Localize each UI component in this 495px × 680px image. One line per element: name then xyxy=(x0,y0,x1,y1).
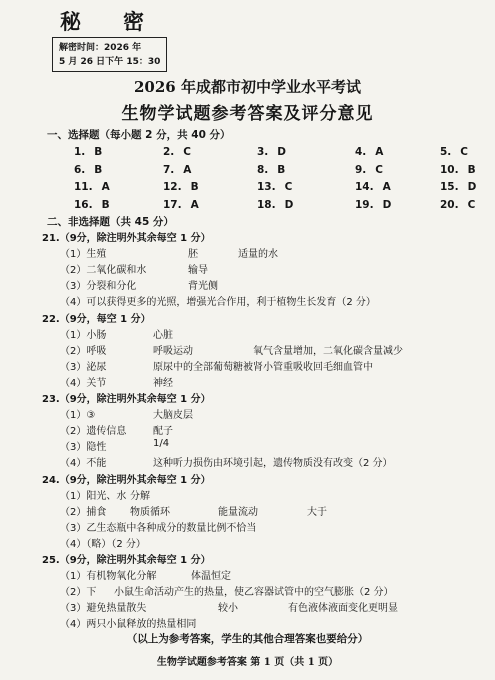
answer-text: 21.（9分，除注明外其余每空 1 分） xyxy=(42,233,211,244)
mc-answer xyxy=(257,146,286,158)
document-title: 生物学试题参考答案及评分意见 xyxy=(121,104,374,124)
mc-answer xyxy=(74,199,110,211)
answer-text: 这种听力损伤由环境引起，遗传物质没有改变（2 分） xyxy=(153,458,393,470)
mc-question-number: 2. xyxy=(163,146,175,158)
mc-question-number: 15. xyxy=(440,181,459,194)
answer-text: 大脑皮层 xyxy=(153,410,193,422)
answer-text: （4）（略）（2 分） xyxy=(60,538,146,550)
answer-text: 神经 xyxy=(153,377,173,389)
mc-answer-letter: D xyxy=(277,146,287,158)
mc-answer xyxy=(257,199,293,211)
answer-text: （4）关节 xyxy=(60,377,107,389)
answer-text: （2）捕食 xyxy=(60,506,107,518)
mc-answer xyxy=(163,199,199,211)
answer-line xyxy=(60,535,146,550)
mc-answer xyxy=(74,146,102,158)
mc-answer-letter: A xyxy=(382,181,391,194)
answer-text: 1/4 xyxy=(153,438,170,450)
mc-answer xyxy=(163,164,191,176)
answer-text: （3）分裂和分化 xyxy=(60,281,137,293)
mc-question-number: 11. xyxy=(74,181,93,194)
question-heading xyxy=(42,229,211,244)
mc-answer-letter: C xyxy=(375,163,384,176)
answer-text: 25.（9分，除注明外其余每空 1 分） xyxy=(42,555,211,566)
mc-answer-letter: C xyxy=(183,146,192,158)
mc-question-number: 6. xyxy=(74,163,86,176)
confidential-mark: 秘 密 xyxy=(60,10,146,34)
mc-answer-letter: A xyxy=(190,198,199,211)
answer-text: 有色液体液面变化更明显 xyxy=(288,603,398,615)
answer-text: 氧气含量增加，二氧化碳含量减少 xyxy=(253,345,403,357)
mc-answer xyxy=(163,146,191,158)
mc-answer-letter: C xyxy=(284,181,293,194)
mc-answer xyxy=(257,181,292,193)
multiple-choice-section-heading: 一、选择题（每小题 2 分，共 40 分） xyxy=(47,129,231,141)
mc-answer-letter: B xyxy=(94,163,103,176)
mc-answer xyxy=(355,146,383,158)
question-heading xyxy=(42,551,211,566)
mc-question-number: 9. xyxy=(355,163,367,176)
answer-text: 22.（9分，每空 1 分） xyxy=(42,313,151,325)
answer-line xyxy=(60,615,196,630)
answer-text: （3）泌尿 xyxy=(60,361,107,373)
mc-question-number: 14. xyxy=(355,181,374,194)
mc-answer-letter: D xyxy=(382,198,392,211)
answer-text: 胚 xyxy=(188,249,198,261)
answer-text: （2）呼吸 xyxy=(60,345,107,357)
answer-text: （2）二氧化碳和水 xyxy=(60,265,147,277)
answer-text: （4）两只小鼠释放的热量相同 xyxy=(60,619,197,631)
answer-text: 能量流动 xyxy=(218,506,258,518)
non-choice-section-heading: 二、非选择题（共 45 分） xyxy=(47,216,174,228)
page-footer: 生物学试题参考答案 第 1 页（共 1 页） xyxy=(156,657,339,668)
mc-question-number: 16. xyxy=(74,198,93,211)
answer-line xyxy=(60,293,376,308)
mc-question-number: 18. xyxy=(257,198,276,211)
mc-answer-letter: C xyxy=(460,146,469,158)
answer-text: 心脏 xyxy=(153,329,173,341)
mc-question-number: 1. xyxy=(74,146,86,158)
mc-answer-letter: A xyxy=(375,146,384,158)
mc-answer xyxy=(257,164,285,176)
answer-text: （1）阳光、水 xyxy=(60,490,127,502)
answer-text: 背光侧 xyxy=(188,281,218,293)
mc-question-number: 19. xyxy=(355,198,374,211)
answer-text: 小鼠生命活动产生的热量，使乙容器试管中的空气膨胀（2 分） xyxy=(114,587,394,599)
answer-text: （1）生殖 xyxy=(60,249,107,261)
question-heading xyxy=(42,390,211,405)
mc-answer-letter: B xyxy=(94,146,103,158)
mc-answer xyxy=(355,181,391,193)
stamp-line-2: 5 月 26 日下午 15：30 xyxy=(59,57,161,67)
answer-text: 较小 xyxy=(218,603,238,615)
answer-text: 23.（9分，除注明外其余每空 1 分） xyxy=(42,394,211,405)
exam-title: 2026 年成都市初中学业水平考试 xyxy=(134,78,361,96)
mc-answer-letter: B xyxy=(277,163,286,176)
answer-line xyxy=(60,519,256,534)
answer-text: 分解 xyxy=(130,490,150,502)
mc-answer-letter: B xyxy=(190,181,199,194)
mc-answer xyxy=(440,146,468,158)
release-time-stamp xyxy=(52,37,167,72)
answer-text: 配子 xyxy=(153,426,173,438)
answer-text: 物质循环 xyxy=(130,506,170,518)
answer-text: （3）隐性 xyxy=(60,442,107,454)
answer-text: （1）小肠 xyxy=(60,329,107,341)
mc-answer xyxy=(74,164,102,176)
answer-text: （1）有机物氧化分解 xyxy=(60,571,157,583)
mc-answer-letter: B xyxy=(467,163,476,176)
answer-text: （1）③ xyxy=(60,410,96,422)
stamp-line-1: 解密时间：2026 年 xyxy=(59,43,142,53)
answer-text: 24.（9分，除注明外其余每空 1 分） xyxy=(42,474,211,486)
answer-text: 大于 xyxy=(307,506,327,518)
answer-text: 呼吸运动 xyxy=(153,345,193,357)
mc-question-number: 20. xyxy=(440,198,459,211)
mc-answer xyxy=(440,181,476,193)
mc-answer-letter: A xyxy=(183,163,192,176)
mc-answer-letter: D xyxy=(284,198,294,211)
mc-answer xyxy=(440,164,476,176)
answer-text: （2）下 xyxy=(60,587,97,599)
answer-text: （3）避免热量散失 xyxy=(60,603,147,615)
answer-text: （3）乙生态瓶中各种成分的数量比例不恰当 xyxy=(60,522,257,534)
mc-question-number: 12. xyxy=(163,181,182,194)
mc-answer xyxy=(440,199,475,211)
mc-answer-letter: A xyxy=(101,181,110,194)
answer-text: （4）可以获得更多的光照，增强光合作用，利于植物生长发育（2 分） xyxy=(60,297,376,309)
mc-question-number: 7. xyxy=(163,163,175,176)
answer-text: （4）不能 xyxy=(60,458,107,470)
mc-answer xyxy=(355,164,383,176)
answer-text: （2）遗传信息 xyxy=(60,426,127,438)
mc-question-number: 13. xyxy=(257,181,276,194)
mc-answer xyxy=(355,199,391,211)
mc-question-number: 5. xyxy=(440,146,452,158)
mc-answer-letter: B xyxy=(101,198,110,211)
answer-text: 体温恒定 xyxy=(191,571,231,583)
answer-text: 输导 xyxy=(188,265,208,277)
answer-text: 适量的水 xyxy=(238,249,278,261)
question-heading xyxy=(42,471,211,486)
mc-answer xyxy=(163,181,199,193)
answer-text: 原尿中的全部葡萄糖被肾小管重吸收回毛细血管中 xyxy=(153,361,373,373)
mc-answer-letter: C xyxy=(467,198,476,211)
mc-question-number: 10. xyxy=(440,163,459,176)
mc-answer-letter: D xyxy=(467,181,477,194)
mc-question-number: 3. xyxy=(257,146,269,158)
mc-question-number: 17. xyxy=(163,198,182,211)
question-heading xyxy=(42,310,151,325)
mc-question-number: 4. xyxy=(355,146,367,158)
mc-question-number: 8. xyxy=(257,163,269,176)
grading-note: （以上为参考答案，学生的其他合理答案也要给分） xyxy=(126,633,369,645)
mc-answer xyxy=(74,181,110,193)
